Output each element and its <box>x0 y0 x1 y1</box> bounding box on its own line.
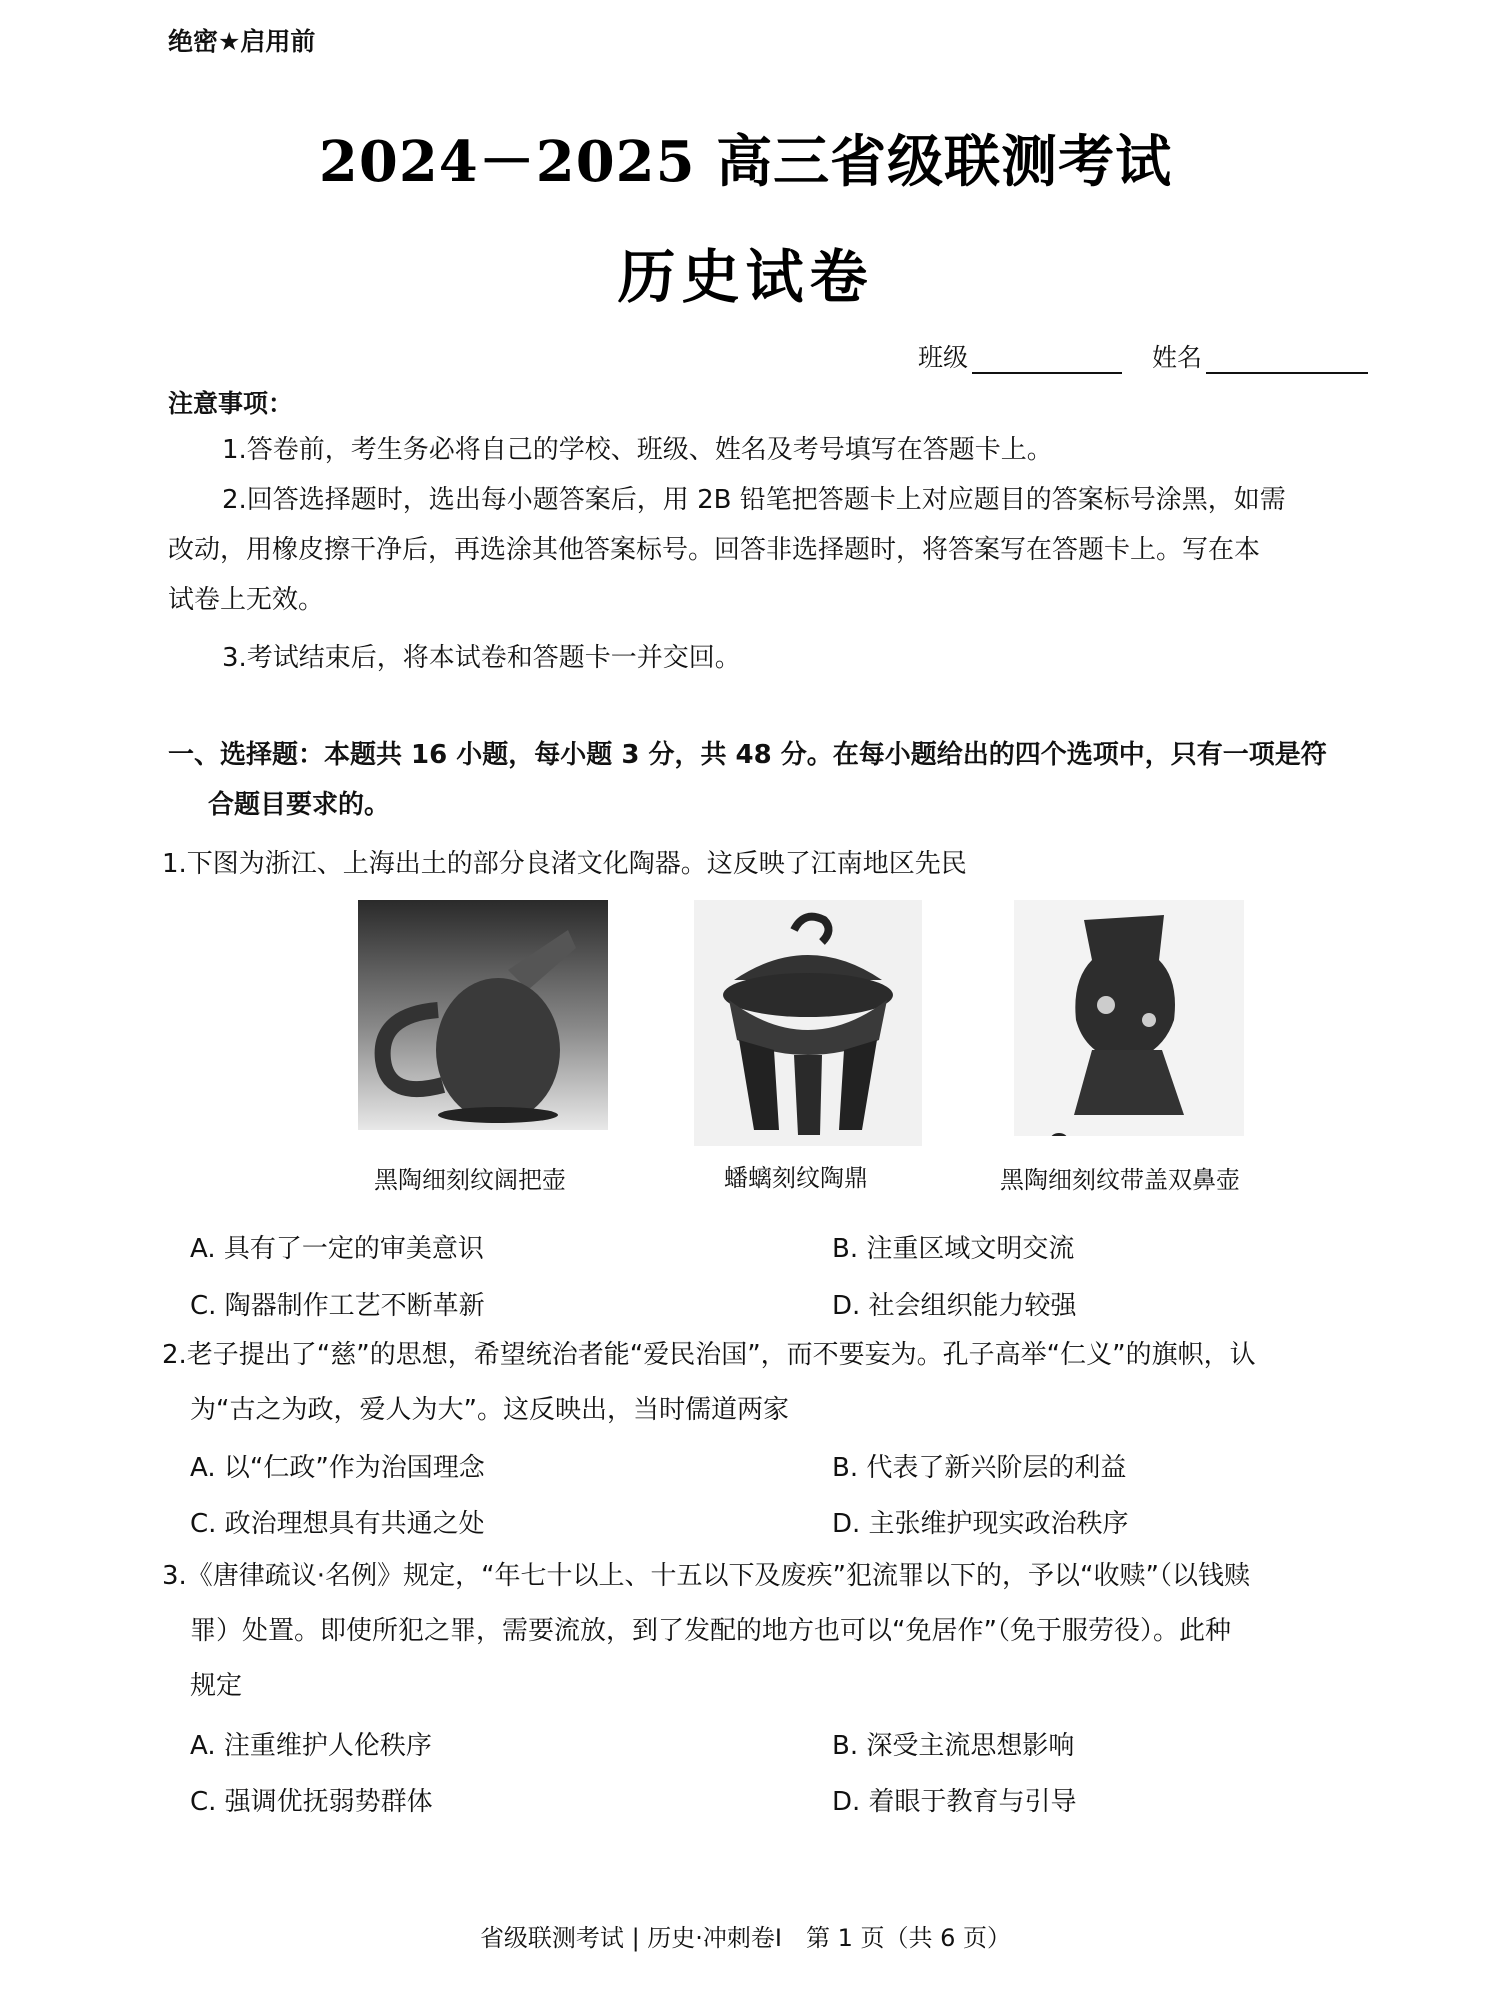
q2-option-b[interactable]: B. 代表了新兴阶层的利益 <box>832 1453 1127 1483</box>
name-blank[interactable] <box>1206 346 1368 374</box>
q3-option-b[interactable]: B. 深受主流思想影响 <box>832 1731 1075 1761</box>
q3-option-a[interactable]: A. 注重维护人伦秩序 <box>190 1731 432 1761</box>
q1-option-d[interactable]: D. 社会组织能力较强 <box>832 1291 1077 1321</box>
q2-option-a[interactable]: A. 以“仁政”作为治国理念 <box>190 1453 485 1483</box>
notice-item: 2.回答选择题时，选出每小题答案后，用 2B 铅笔把答题卡上对应题目的答案标号涂黑，如需 <box>222 485 1286 515</box>
caption-3: 黑陶细刻纹带盖双鼻壶 <box>1000 1166 1240 1194</box>
secret-label: 绝密★启用前 <box>168 27 316 56</box>
question-3-stem: 3.《唐律疏议·名例》规定，“年七十以上、十五以下及废疾”犯流罪以下的，予以“收赎”（以钱赎 <box>162 1561 1250 1591</box>
q1-option-b[interactable]: B. 注重区域文明交流 <box>832 1234 1075 1264</box>
notice-item: 3.考试结束后，将本试卷和答题卡一并交回。 <box>222 643 741 673</box>
class-label: 班级 <box>918 343 969 372</box>
page-footer: 省级联测考试 | 历史·冲刺卷Ⅰ 第 1 页（共 6 页） <box>479 1924 1012 1952</box>
caption-2: 蟠螭刻纹陶鼎 <box>724 1164 868 1192</box>
section-heading: 一、选择题：本题共 16 小题，每小题 3 分，共 48 分。在每小题给出的四个选项中，只有一项是符 <box>168 740 1327 770</box>
notice-title: 注意事项： <box>168 389 294 418</box>
pottery-image-3 <box>1014 900 1244 1136</box>
exam-title: 2024－2025 高三省级联测考试 <box>318 129 1173 195</box>
notice-item: 试卷上无效。 <box>168 585 325 615</box>
q2-option-d[interactable]: D. 主张维护现实政治秩序 <box>832 1509 1129 1539</box>
question-2-stem: 为“古之为政，爱人为大”。这反映出，当时儒道两家 <box>190 1395 789 1425</box>
question-3-stem: 规定 <box>190 1671 243 1701</box>
q1-option-a[interactable]: A. 具有了一定的审美意识 <box>190 1234 484 1264</box>
question-1-stem: 1.下图为浙江、上海出土的部分良渚文化陶器。这反映了江南地区先民 <box>162 849 967 879</box>
q1-option-c[interactable]: C. 陶器制作工艺不断革新 <box>190 1291 485 1321</box>
name-label: 姓名 <box>1152 343 1203 372</box>
notice-item: 改动，用橡皮擦干净后，再选涂其他答案标号。回答非选择题时，将答案写在答题卡上。写在本 <box>168 535 1261 565</box>
pottery-image-2 <box>694 900 922 1146</box>
exam-subject: 历史试卷 <box>617 243 874 311</box>
section-heading: 合题目要求的。 <box>208 790 391 820</box>
q3-option-d[interactable]: D. 着眼于教育与引导 <box>832 1787 1077 1817</box>
question-3-stem: 罪）处置。即使所犯之罪，需要流放，到了发配的地方也可以“免居作”（免于服劳役）。此种 <box>190 1616 1231 1646</box>
q2-option-c[interactable]: C. 政治理想具有共通之处 <box>190 1509 485 1539</box>
caption-1: 黑陶细刻纹阔把壶 <box>374 1166 566 1194</box>
student-fields <box>918 338 1368 374</box>
q3-option-c[interactable]: C. 强调优抚弱势群体 <box>190 1787 433 1817</box>
pottery-image-1 <box>358 900 608 1130</box>
notice-item: 1.答卷前，考生务必将自己的学校、班级、姓名及考号填写在答题卡上。 <box>222 435 1053 465</box>
question-2-stem: 2.老子提出了“慈”的思想，希望统治者能“爱民治国”，而不要妄为。孔子高举“仁义”的旗帜，认 <box>162 1340 1256 1370</box>
class-blank[interactable] <box>972 346 1122 374</box>
